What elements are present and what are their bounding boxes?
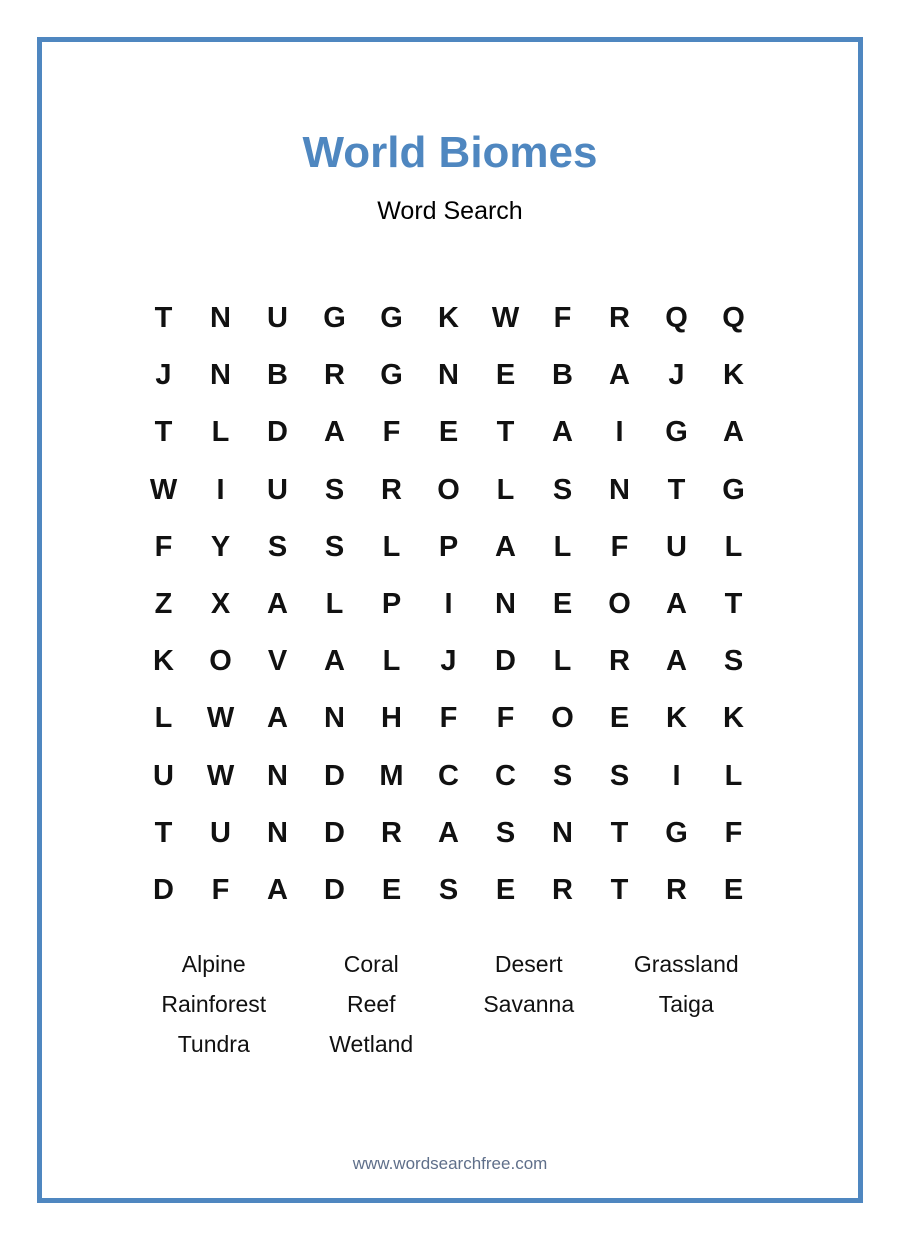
grid-letter: F	[553, 302, 572, 335]
grid-letter: L	[553, 645, 572, 678]
grid-letter: K	[723, 359, 744, 392]
grid-letter: N	[324, 702, 345, 735]
grid-letter: D	[267, 416, 288, 449]
grid-letter: O	[551, 702, 574, 735]
grid-letter: Q	[665, 302, 688, 335]
grid-letter: R	[381, 816, 402, 849]
grid-letter: T	[610, 873, 629, 906]
grid-letter: L	[211, 416, 230, 449]
grid-letter: R	[666, 873, 687, 906]
grid-letter: L	[496, 473, 515, 506]
grid-letter: A	[495, 530, 516, 563]
grid-letter: C	[438, 759, 459, 792]
word-list-item: Tundra	[177, 1030, 250, 1057]
grid-letter: S	[324, 473, 345, 506]
grid-letter: U	[267, 302, 288, 335]
grid-letter: P	[438, 530, 459, 563]
grid-letter: R	[381, 473, 402, 506]
grid-letter: N	[267, 759, 288, 792]
letter-grid	[135, 290, 765, 919]
grid-letter: E	[381, 873, 402, 906]
grid-letter: R	[609, 302, 630, 335]
grid-letter: O	[437, 473, 460, 506]
word-list	[135, 944, 765, 1064]
grid-letter: I	[615, 416, 624, 449]
grid-letter: N	[609, 473, 630, 506]
grid-letter: T	[667, 473, 686, 506]
grid-letter: L	[724, 759, 743, 792]
grid-letter: W	[149, 473, 178, 506]
word-list-item: Grassland	[633, 950, 739, 977]
grid-letter: E	[495, 359, 516, 392]
grid-letter: K	[723, 702, 744, 735]
grid-letter: T	[496, 416, 515, 449]
word-list-item: Savanna	[483, 990, 575, 1017]
grid-letter: F	[496, 702, 515, 735]
grid-letter: A	[267, 588, 288, 621]
grid-letter: K	[438, 302, 459, 335]
word-list-item: Taiga	[658, 990, 714, 1017]
word-list-item: Reef	[346, 990, 396, 1017]
grid-letter: F	[382, 416, 401, 449]
grid-letter: A	[324, 416, 345, 449]
word-list-item: Wetland	[329, 1030, 414, 1057]
grid-letter: S	[438, 873, 459, 906]
grid-letter: L	[724, 530, 743, 563]
grid-letter: J	[155, 359, 172, 392]
grid-letter: F	[610, 530, 629, 563]
grid-letter: S	[723, 645, 744, 678]
grid-letter: N	[495, 588, 516, 621]
grid-letter: F	[211, 873, 230, 906]
grid-letter: S	[267, 530, 288, 563]
grid-letter: A	[609, 359, 630, 392]
grid-letter: I	[444, 588, 453, 621]
grid-letter: D	[324, 816, 345, 849]
grid-letter: P	[381, 588, 402, 621]
grid-letter: L	[325, 588, 344, 621]
grid-letter: L	[382, 645, 401, 678]
grid-letter: R	[609, 645, 630, 678]
grid-letter: K	[153, 645, 174, 678]
grid-letter: L	[382, 530, 401, 563]
grid-letter: A	[666, 588, 687, 621]
word-list-item: Coral	[343, 950, 399, 977]
grid-letter: U	[210, 816, 231, 849]
grid-letter: A	[267, 702, 288, 735]
grid-letter: N	[552, 816, 573, 849]
grid-letter: W	[206, 702, 235, 735]
grid-letter: Y	[210, 530, 231, 563]
grid-letter: T	[154, 816, 173, 849]
grid-letter: G	[380, 302, 403, 335]
page-title: World Biomes	[302, 128, 598, 177]
grid-letter: T	[610, 816, 629, 849]
grid-letter: W	[206, 759, 235, 792]
grid-letter: H	[381, 702, 402, 735]
grid-letter: S	[552, 759, 573, 792]
page-subtitle: Word Search	[377, 197, 523, 225]
grid-letter: R	[552, 873, 573, 906]
word-list-item: Alpine	[181, 950, 246, 977]
grid-letter: K	[666, 702, 687, 735]
grid-letter: G	[323, 302, 346, 335]
grid-letter: L	[553, 530, 572, 563]
grid-letter: J	[668, 359, 685, 392]
grid-letter: R	[324, 359, 345, 392]
grid-letter: Z	[154, 588, 173, 621]
grid-letter: G	[380, 359, 403, 392]
grid-letter: N	[210, 302, 231, 335]
grid-letter: A	[438, 816, 459, 849]
grid-letter: G	[665, 816, 688, 849]
grid-letter: E	[723, 873, 744, 906]
grid-letter: W	[491, 302, 520, 335]
grid-letter: T	[154, 416, 173, 449]
grid-letter: U	[666, 530, 687, 563]
grid-letter: I	[672, 759, 681, 792]
grid-letter: O	[608, 588, 631, 621]
grid-letter: A	[324, 645, 345, 678]
grid-letter: E	[609, 702, 630, 735]
word-list-item: Desert	[494, 950, 563, 977]
grid-letter: N	[267, 816, 288, 849]
grid-letter: X	[210, 588, 231, 621]
grid-letter: J	[440, 645, 457, 678]
grid-letter: A	[723, 416, 744, 449]
grid-letter: M	[379, 759, 404, 792]
grid-letter: V	[267, 645, 288, 678]
grid-letter: S	[495, 816, 516, 849]
grid-letter: D	[324, 873, 345, 906]
grid-letter: L	[154, 702, 173, 735]
grid-letter: T	[724, 588, 743, 621]
grid-letter: N	[438, 359, 459, 392]
grid-letter: N	[210, 359, 231, 392]
grid-letter: T	[154, 302, 173, 335]
grid-letter: E	[552, 588, 573, 621]
grid-letter: E	[495, 873, 516, 906]
grid-letter: F	[439, 702, 458, 735]
grid-letter: O	[209, 645, 232, 678]
grid-letter: I	[216, 473, 225, 506]
grid-letter: S	[552, 473, 573, 506]
grid-letter: A	[552, 416, 573, 449]
grid-letter: U	[153, 759, 174, 792]
grid-letter: B	[552, 359, 573, 392]
grid-letter: G	[665, 416, 688, 449]
grid-letter: E	[438, 416, 459, 449]
grid-letter: F	[154, 530, 173, 563]
grid-letter: B	[267, 359, 288, 392]
grid-letter: D	[495, 645, 516, 678]
grid-letter: D	[324, 759, 345, 792]
grid-letter: U	[267, 473, 288, 506]
grid-letter: C	[495, 759, 516, 792]
footer-url[interactable]: www.wordsearchfree.com	[352, 1154, 548, 1173]
grid-letter: F	[724, 816, 743, 849]
grid-letter: S	[609, 759, 630, 792]
grid-letter: A	[267, 873, 288, 906]
word-list-item: Rainforest	[161, 990, 267, 1017]
grid-letter: D	[153, 873, 174, 906]
grid-letter: Q	[722, 302, 745, 335]
grid-letter: A	[666, 645, 687, 678]
grid-letter: S	[324, 530, 345, 563]
grid-letter: G	[722, 473, 745, 506]
